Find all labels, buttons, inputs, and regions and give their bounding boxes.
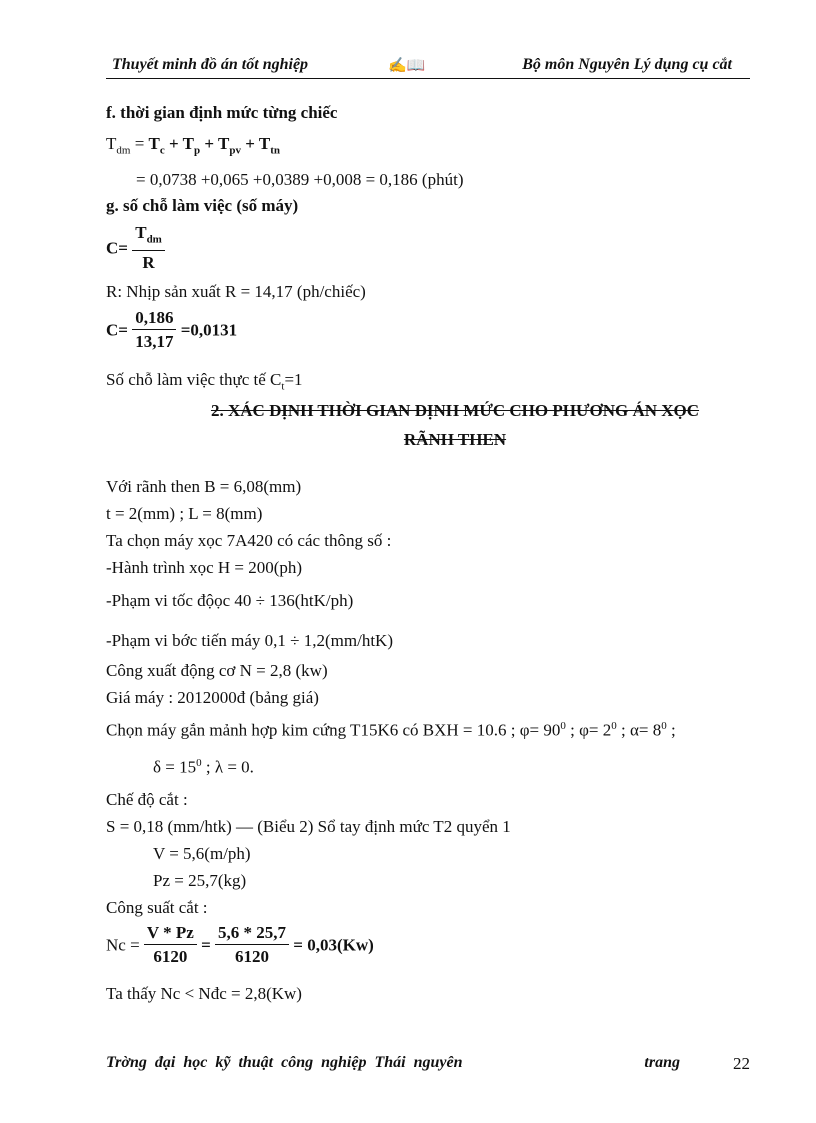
para-12: S = 0,18 (mm/htk) — (Biểu 2) Sổ tay định mức T2 quyển 1: [106, 817, 511, 836]
p10a: δ = 15: [153, 757, 197, 777]
t-c-sub: c: [159, 144, 165, 157]
c1-lhs: C=: [106, 238, 128, 258]
deg-3: 0: [661, 720, 667, 732]
deg-4: 0: [196, 757, 202, 769]
nc-numerator-2: 5,6 * 25,7: [215, 923, 289, 945]
t-p-sub: p: [194, 144, 201, 157]
tdm-label: T: [106, 134, 117, 153]
para-4: -Hành trình xọc H = 200(ph): [106, 558, 303, 577]
para-3: Ta chọn máy xọc 7A420 có các thông số :: [106, 531, 392, 550]
heading-f: f. thời gian định mức từng chiếc: [106, 103, 338, 122]
t-tn-label: T: [258, 134, 271, 153]
para-13: V = 5,6(m/ph): [153, 844, 251, 863]
nc-numerator-1: V * Pz: [144, 923, 197, 945]
p10b: ; λ = 0.: [201, 757, 254, 777]
tdm-formula: $T_{dm} = T_c + T_p + T_{pv} + T_{tn}$: [106, 134, 281, 157]
ct-sub: t: [281, 380, 285, 393]
c2-rhs: =0,0131: [180, 320, 238, 340]
para-10: [153, 757, 254, 778]
ct-line: [106, 370, 303, 392]
c1-fraction: [132, 223, 165, 274]
header-right: Bộ môn Nguyên Lý dụng cụ cắt: [522, 56, 732, 73]
t-pv-label: T: [218, 134, 230, 153]
para-1: Với rãnh then B = 6,08(mm): [106, 477, 302, 496]
heading-g: g. số chỗ làm việc (số máy): [106, 196, 299, 215]
footer-left: Trờng đại học kỹ thuật công nghiệp Thái nguyên: [106, 1054, 463, 1071]
c2-fraction: [132, 308, 176, 353]
c2-numerator: 0,186: [132, 308, 176, 330]
section-2-title: [120, 396, 790, 454]
page-number: 22: [733, 1054, 750, 1073]
deg-1: 0: [560, 720, 566, 732]
nc-eq: =: [201, 935, 211, 955]
nc-denominator-2: 6120: [235, 947, 270, 966]
nc-fraction-2: [215, 923, 289, 968]
footer-right: trang: [644, 1054, 680, 1071]
r-line: R: Nhịp sản xuất R = 14,17 (ph/chiếc): [106, 282, 366, 301]
para-8: Giá máy : 2012000đ (bảng giá): [106, 688, 319, 707]
c2-lhs: C=: [106, 320, 128, 340]
section-2-title-line1: 2. XÁC ĐỊNH THỜI GIAN ĐỊNH MỨC CHO PHƯƠNG ÁN XỌC: [210, 401, 700, 420]
tdm-calc: = 0,0738 +0,065 +0,0389 +0,008 = 0,186 (phút): [136, 170, 464, 189]
header-left: Thuyết minh đồ án tốt nghiệp: [112, 56, 309, 73]
para-5: -Phạm vi tốc độọc 40 ÷ 136(htK/ph): [106, 591, 354, 610]
page-header: [106, 56, 750, 79]
page-footer: [106, 1054, 750, 1078]
p9c: ; α= 8: [616, 720, 662, 740]
para-6: -Phạm vi bớc tiến máy 0,1 ÷ 1,2(mm/htK): [106, 631, 393, 650]
c2-denominator: 13,17: [135, 332, 174, 351]
para-16: Ta thấy Nc < Nđc = 2,8(Kw): [106, 984, 302, 1003]
para-2: t = 2(mm) ; L = 8(mm): [106, 504, 263, 523]
para-9: [106, 720, 676, 741]
tdm-sub: dm: [116, 144, 131, 157]
section-2-title-line2: RÃNH THEN: [403, 430, 507, 449]
t-p-label: T: [182, 134, 195, 153]
para-11: Chế độ cắt :: [106, 790, 188, 809]
nc-rhs: = 0,03(Kw): [293, 935, 374, 955]
c2-formula: [106, 308, 237, 353]
t-tn-sub: tn: [270, 144, 281, 157]
c1-denominator: R: [142, 253, 155, 273]
nc-lhs: Nc =: [106, 935, 144, 955]
book-ornament-icon: ✍📖: [388, 58, 426, 74]
p9d: ;: [666, 720, 676, 740]
p9a: Chọn máy gắn mảnh hợp kim cứng T15K6 có BXH = 10.6 ; φ= 90: [106, 720, 561, 740]
para-15: Công suất cắt :: [106, 898, 208, 917]
nc-fraction-1: [144, 923, 197, 968]
p9b: ; φ= 2: [565, 720, 612, 740]
para-7: Công xuất động cơ N = 2,8 (kw): [106, 661, 328, 680]
c1-num-sub: dm: [146, 233, 162, 246]
c1-num: T: [135, 223, 147, 242]
deg-2: 0: [611, 720, 617, 732]
para-14: Pz = 25,7(kg): [153, 871, 247, 890]
nc-denominator-1: 6120: [153, 947, 188, 966]
t-pv-sub: pv: [229, 144, 241, 157]
ct-value: =1: [284, 370, 303, 389]
c-formula: [106, 223, 165, 274]
t-c-label: T: [148, 134, 160, 153]
tdm-eq: =: [130, 134, 149, 153]
nc-formula: [106, 923, 374, 968]
ct-text: Số chỗ làm việc thực tế C: [106, 370, 282, 389]
c1-numerator: [132, 223, 165, 251]
